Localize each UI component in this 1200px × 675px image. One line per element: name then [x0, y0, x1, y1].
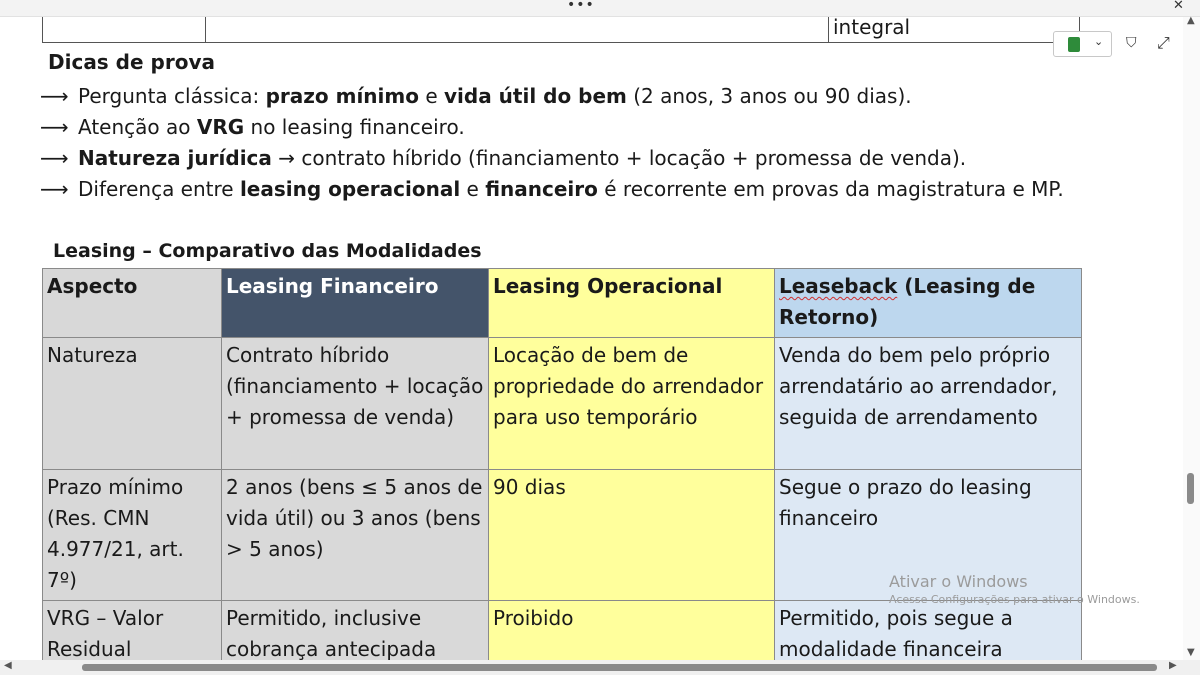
row-label: Natureza — [43, 338, 222, 470]
tip-text: no leasing financeiro. — [244, 115, 465, 139]
spellcheck-underlined-word: Leaseback — [779, 274, 898, 298]
row-label: VRG – Valor Residual — [43, 601, 222, 661]
tip-item — [40, 143, 1064, 174]
tip-emphasis: vida útil do bem — [444, 84, 627, 108]
tips-heading: Dicas de prova — [48, 50, 215, 74]
vertical-scrollbar[interactable] — [1183, 17, 1200, 660]
scroll-left-icon[interactable]: ◀ — [4, 660, 12, 671]
more-options-icon[interactable]: ••• — [567, 0, 595, 13]
table-row — [43, 338, 1082, 470]
header-leasing-financeiro: Leasing Financeiro — [222, 269, 489, 338]
expand-icon[interactable]: ⤢ — [1157, 33, 1170, 52]
windows-activation-watermark — [889, 572, 1140, 606]
header-leasing-operacional: Leasing Operacional — [489, 269, 775, 338]
arrow-icon: ⟶ — [40, 146, 69, 170]
arrow-icon: ⟶ — [40, 115, 69, 139]
horizontal-scroll-thumb[interactable] — [82, 664, 1157, 671]
header-aspect: Aspecto — [43, 269, 222, 338]
tip-text: (2 anos, 3 anos ou 90 dias). — [626, 84, 912, 108]
scroll-up-icon[interactable]: ▲ — [1187, 15, 1195, 26]
cell-operacional: 90 dias — [489, 470, 775, 601]
tip-emphasis: prazo mínimo — [265, 84, 419, 108]
tip-emphasis: Natureza jurídica — [78, 146, 272, 170]
vertical-scroll-thumb[interactable] — [1187, 473, 1194, 504]
table-row — [43, 601, 1082, 661]
tip-text: e — [460, 177, 486, 201]
close-icon[interactable]: ✕ — [1173, 0, 1184, 13]
cell-financeiro: Contrato híbrido (financiamento + locação + promessa de venda) — [222, 338, 489, 470]
cell-leaseback: Permitido, pois segue a modalidade financeira — [775, 601, 1082, 661]
watermark-subtitle: Acesse Configurações para ativar o Windows. — [889, 593, 1140, 606]
previous-table-fragment — [42, 17, 1080, 43]
window-title-bar — [0, 0, 1200, 17]
tip-text: Atenção ao — [78, 115, 197, 139]
tips-list — [40, 81, 1064, 205]
cell-leaseback: Venda do bem pelo próprio arrendatário ao arrendador, seguida de arrendamento — [775, 338, 1082, 470]
cell-operacional: Proibido — [489, 601, 775, 661]
format-painter-icon[interactable]: ⛉ — [1126, 35, 1137, 51]
cell-financeiro: Permitido, inclusive cobrança antecipada — [222, 601, 489, 661]
cell-leaseback: Segue o prazo do leasing financeiro — [775, 470, 1082, 601]
tip-item — [40, 174, 1064, 205]
tip-emphasis: leasing operacional — [239, 177, 461, 201]
arrow-icon: ⟶ — [40, 177, 69, 201]
tip-text: → contrato híbrido (financiamento + locação + promessa de venda). — [271, 146, 967, 170]
arrow-icon: ⟶ — [40, 84, 69, 108]
tip-text: é recorrente em provas da magistratura e MP. — [597, 177, 1064, 201]
scroll-down-icon[interactable]: ▼ — [1187, 647, 1195, 658]
cell-operacional: Locação de bem de propriedade do arrendador para uso temporário — [489, 338, 775, 470]
tip-item — [40, 81, 1064, 112]
comparison-title: Leasing – Comparativo das Modalidades — [53, 240, 482, 262]
watermark-title: Ativar o Windows — [889, 572, 1028, 591]
scroll-right-icon[interactable]: ▶ — [1169, 660, 1177, 671]
table-header-row — [43, 269, 1082, 338]
notebook-icon — [1068, 37, 1080, 52]
horizontal-scrollbar[interactable] — [0, 660, 1200, 675]
tip-emphasis: VRG — [196, 115, 245, 139]
tip-text: e — [418, 84, 444, 108]
header-leaseback-rest: (Leasing de Retorno) — [779, 274, 1036, 329]
tip-emphasis: financeiro — [485, 177, 598, 201]
chevron-down-icon: ⌄ — [1094, 35, 1104, 48]
notebook-dropdown-button[interactable] — [1053, 31, 1112, 57]
cell-financeiro: 2 anos (bens ≤ 5 anos de vida útil) ou 3 anos (bens > 5 anos) — [222, 470, 489, 601]
table-cell-text: integral — [833, 17, 911, 39]
tip-item — [40, 112, 1064, 143]
tip-text: Pergunta clássica: — [78, 84, 266, 108]
table-divider — [205, 17, 206, 42]
header-leaseback — [775, 269, 1082, 338]
tip-text: Diferença entre — [78, 177, 240, 201]
document-page — [0, 17, 1183, 660]
table-divider — [828, 17, 829, 42]
row-label: Prazo mínimo (Res. CMN 4.977/21, art. 7º) — [43, 470, 222, 601]
